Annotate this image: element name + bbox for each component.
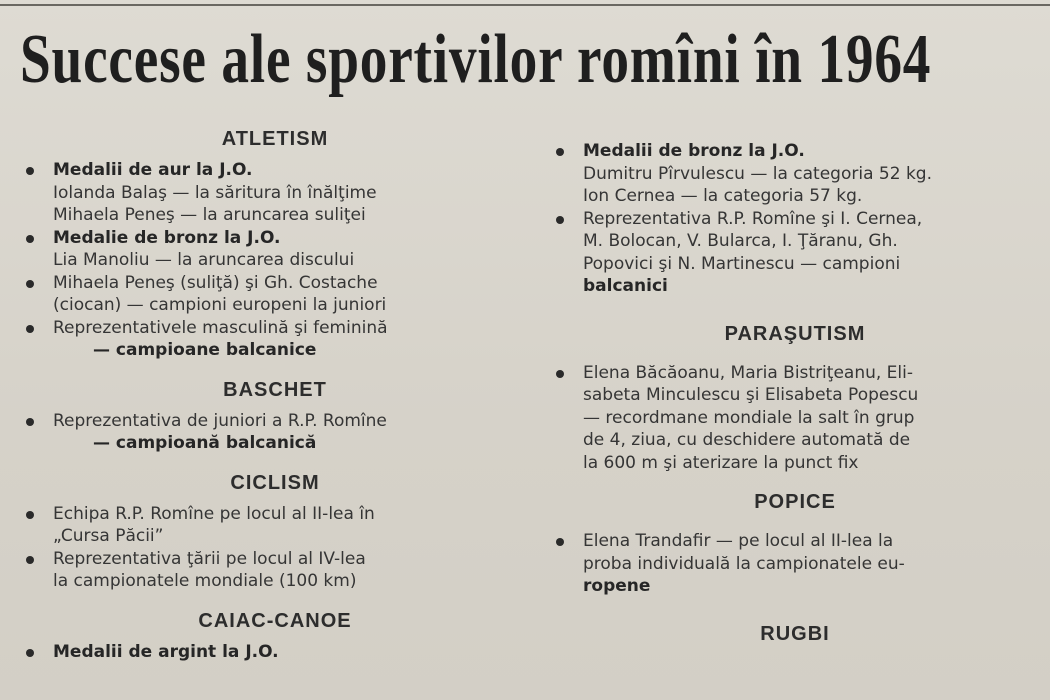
section-heading-atletism: ATLETISM (221, 128, 329, 150)
bullet-icon (26, 325, 34, 333)
list-item (20, 317, 530, 362)
item-line: „Cursa Păcii” (53, 526, 164, 546)
list-item (20, 272, 530, 317)
item-line: Reprezentativa R.P. Romîne şi I. Cernea, (583, 208, 923, 229)
item-line: — campioane balcanice (93, 340, 317, 360)
section-heading-baschet: BASCHET (223, 378, 327, 401)
item-line: la 600 m şi aterizare la punct fix (583, 452, 859, 473)
right-column (550, 140, 1040, 648)
list-item (550, 208, 1040, 298)
item-line: Elena Trandafir — pe locul al II-lea la (583, 531, 894, 551)
bullet-icon (556, 538, 564, 546)
list-item (550, 140, 1040, 208)
item-line: M. Bolocan, V. Bularca, I. Ţăranu, Gh. (583, 231, 898, 251)
item-line: Reprezentativa de juniori a R.P. Romîne (53, 410, 387, 431)
list-item (20, 410, 530, 455)
section-heading-caiac-canoe: CAIAC-CANOE (198, 609, 352, 632)
bullet-icon (26, 649, 34, 657)
bullet-icon (556, 370, 564, 378)
item-line: Dumitru Pîrvulescu — la categoria 52 kg. (583, 163, 932, 184)
item-line: proba individuală la campionatele eu- (583, 553, 905, 574)
item-line: sabeta Minculescu şi Elisabeta Popescu (583, 385, 919, 405)
item-line: Elena Băcăoanu, Maria Bistriţeanu, Eli- (583, 362, 913, 383)
list-item (20, 548, 530, 593)
item-line: balcanici (583, 276, 668, 296)
item-line: Medalii de aur la J.O. (53, 160, 253, 180)
top-rule (0, 4, 1050, 6)
bullet-icon (556, 216, 564, 224)
list-item (20, 227, 530, 272)
bullet-icon (26, 418, 34, 426)
section-heading-rugbi: RUGBI (760, 622, 830, 645)
list-item (550, 362, 1040, 475)
bullet-icon (26, 235, 34, 243)
left-column (20, 125, 530, 663)
item-line: — recordmane mondiale la salt în grup (583, 407, 915, 428)
section-heading-ciclism: CICLISM (230, 471, 320, 494)
list-item (20, 641, 530, 664)
item-line: Medalii de bronz la J.O. (583, 141, 805, 161)
bullet-icon (26, 556, 34, 564)
item-line: la campionatele mondiale (100 km) (53, 571, 357, 591)
item-line: Reprezentativele masculină şi feminină (53, 317, 388, 338)
item-line: — campioană balcanică (93, 433, 317, 453)
item-line: Ion Cernea — la categoria 57 kg. (583, 186, 863, 206)
bullet-icon (26, 167, 34, 175)
list-item (20, 503, 530, 548)
item-line: ropene (583, 576, 651, 596)
page-title: Succese ale sportivilor romîni în 1964 (20, 21, 932, 98)
section-heading-popice: POPICE (754, 491, 836, 513)
section-heading-parasutism: PARAŞUTISM (724, 322, 866, 345)
item-line: Lia Manoliu — la aruncarea discului (53, 250, 355, 270)
bullet-icon (26, 511, 34, 519)
list-item (20, 159, 530, 227)
item-line: Popovici şi N. Martinescu — campioni (583, 253, 901, 274)
item-line: Echipa R.P. Romîne pe locul al II-lea în (53, 503, 375, 524)
item-line: Medalii de argint la J.O. (53, 641, 279, 662)
item-line: Mihaela Peneş (suliţă) şi Gh. Costache (53, 272, 378, 293)
item-line: Iolanda Balaş — la săritura în înălţime (53, 182, 377, 203)
list-item (550, 530, 1040, 598)
bullet-icon (26, 280, 34, 288)
item-line: Medalie de bronz la J.O. (53, 227, 281, 248)
bullet-icon (556, 148, 564, 156)
item-line: de 4, ziua, cu deschidere automată de (583, 430, 911, 450)
item-line: Mihaela Peneş — la aruncarea suliţei (53, 205, 366, 225)
item-line: (ciocan) — campioni europeni la juniori (53, 295, 387, 315)
item-line: Reprezentativa ţării pe locul al IV-lea (53, 548, 366, 569)
